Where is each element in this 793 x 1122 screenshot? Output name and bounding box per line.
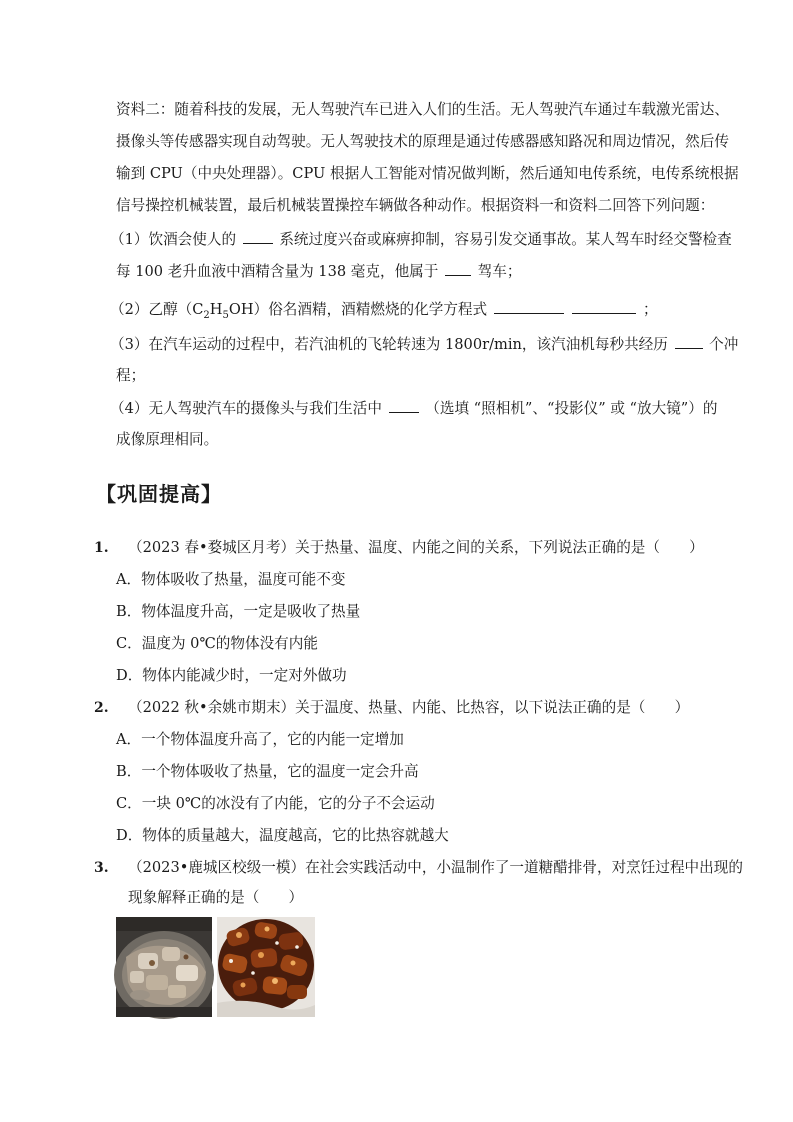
subquestion-2-text-end: ；	[643, 301, 658, 318]
question-2-option-b[interactable]: B．一个物体吸收了热量，它的温度一定会升高	[116, 763, 419, 780]
subquestion-1-text-c: 每 100 老升血液中酒精含量为 138 毫克，他属于	[116, 263, 439, 280]
question-1-option-b[interactable]: B．物体温度升高，一定是吸收了热量	[116, 603, 361, 620]
subquestion-4-line-1	[110, 398, 718, 419]
subquestion-1-line-1	[110, 229, 732, 250]
material2-line-1: 资料二：随着科技的发展，无人驾驶汽车已进入人们的生活。无人驾驶汽车通过车载激光雷达、	[116, 101, 729, 118]
answer-blank-2[interactable]	[445, 261, 471, 276]
subscript-5: 5	[222, 309, 229, 321]
material2-line-4: 信号操控机械装置，最后机械装置操控车辆做各种动作。根据资料一和资料二回答下列问题：	[116, 197, 715, 214]
subquestion-1-text-d: 驾车；	[477, 263, 522, 280]
photo-raw-ribs	[116, 917, 212, 1017]
photo-cooked-ribs	[217, 917, 315, 1017]
question-2-option-a[interactable]: A．一个物体温度升高了，它的内能一定增加	[116, 731, 404, 748]
question-3-stem-line-1: （2023•鹿城区校级一模）在社会实践活动中，小温制作了一道糖醋排骨，对烹饪过程中出现的	[128, 859, 743, 876]
answer-blank-1[interactable]	[243, 229, 273, 244]
question-2-stem: （2022 秋•余姚市期末）关于温度、热量、内能、比热容，以下说法正确的是（ ）	[128, 699, 690, 716]
subquestion-2-text-b: OH）俗名酒精，酒精燃烧的化学方程式	[228, 301, 488, 318]
subquestion-2-line	[110, 299, 694, 326]
question-1-option-d[interactable]: D．物体内能减少时，一定对外做功	[116, 667, 347, 684]
question-3-stem-line-2: 现象解释正确的是（ ）	[128, 889, 304, 906]
question-2-option-d[interactable]: D．物体的质量越大，温度越高，它的比热容就越大	[116, 827, 449, 844]
subquestion-1-text-b: 系统过度兴奋或麻痹抑制，容易引发交通事故。某人驾车时经交警检查	[279, 231, 732, 248]
answer-blank-3[interactable]	[494, 299, 564, 314]
subscript-2: 2	[203, 309, 210, 321]
subquestion-3-line-1	[110, 334, 739, 355]
subquestion-3-text-b: 个冲	[709, 336, 739, 353]
subquestion-3-line-2: 程；	[116, 367, 146, 384]
subquestion-3-text-a: （3）在汽车运动的过程中，若汽油机的飞轮转速为 1800r/min，该汽油机每秒共经历	[110, 336, 668, 353]
subquestion-1-line-2	[116, 261, 700, 282]
subquestion-2-text-a: （2）乙醇（C	[110, 301, 204, 318]
question-1-option-a[interactable]: A．物体吸收了热量，温度可能不变	[116, 571, 346, 588]
question-1-stem: （2023 春•婺城区月考）关于热量、温度、内能之间的关系，下列说法正确的是（ ）	[128, 539, 704, 556]
answer-blank-6[interactable]	[389, 398, 419, 413]
question-number-2: 2.	[94, 700, 109, 716]
subquestion-2-text-h: H	[209, 301, 223, 318]
question-number-1: 1.	[94, 540, 109, 556]
subquestion-4-text-b: （选填 “照相机”、“投影仪” 或 “放大镜”）的	[425, 400, 718, 417]
subquestion-4-text-a: （4）无人驾驶汽车的摄像头与我们生活中	[110, 400, 382, 417]
material2-line-3: 输到 CPU（中央处理器）。CPU 根据人工智能对情况做判断，然后通知电传系统，电传系统根据	[116, 165, 739, 182]
question-1-option-c[interactable]: C．温度为 0℃的物体没有内能	[116, 635, 318, 652]
section-heading: 【巩固提高】	[96, 482, 222, 506]
answer-blank-4[interactable]	[572, 299, 636, 314]
subquestion-1-text-a: （1）饮酒会使人的	[110, 231, 237, 248]
question-number-3: 3.	[94, 860, 109, 876]
answer-blank-5[interactable]	[675, 334, 703, 349]
question-2-option-c[interactable]: C．一块 0℃的冰没有了内能，它的分子不会运动	[116, 795, 435, 812]
material2-line-2: 摄像头等传感器实现自动驾驶。无人驾驶技术的原理是通过传感器感知路况和周边情况，然后传	[116, 133, 729, 150]
subquestion-4-line-2: 成像原理相同。	[116, 431, 219, 448]
